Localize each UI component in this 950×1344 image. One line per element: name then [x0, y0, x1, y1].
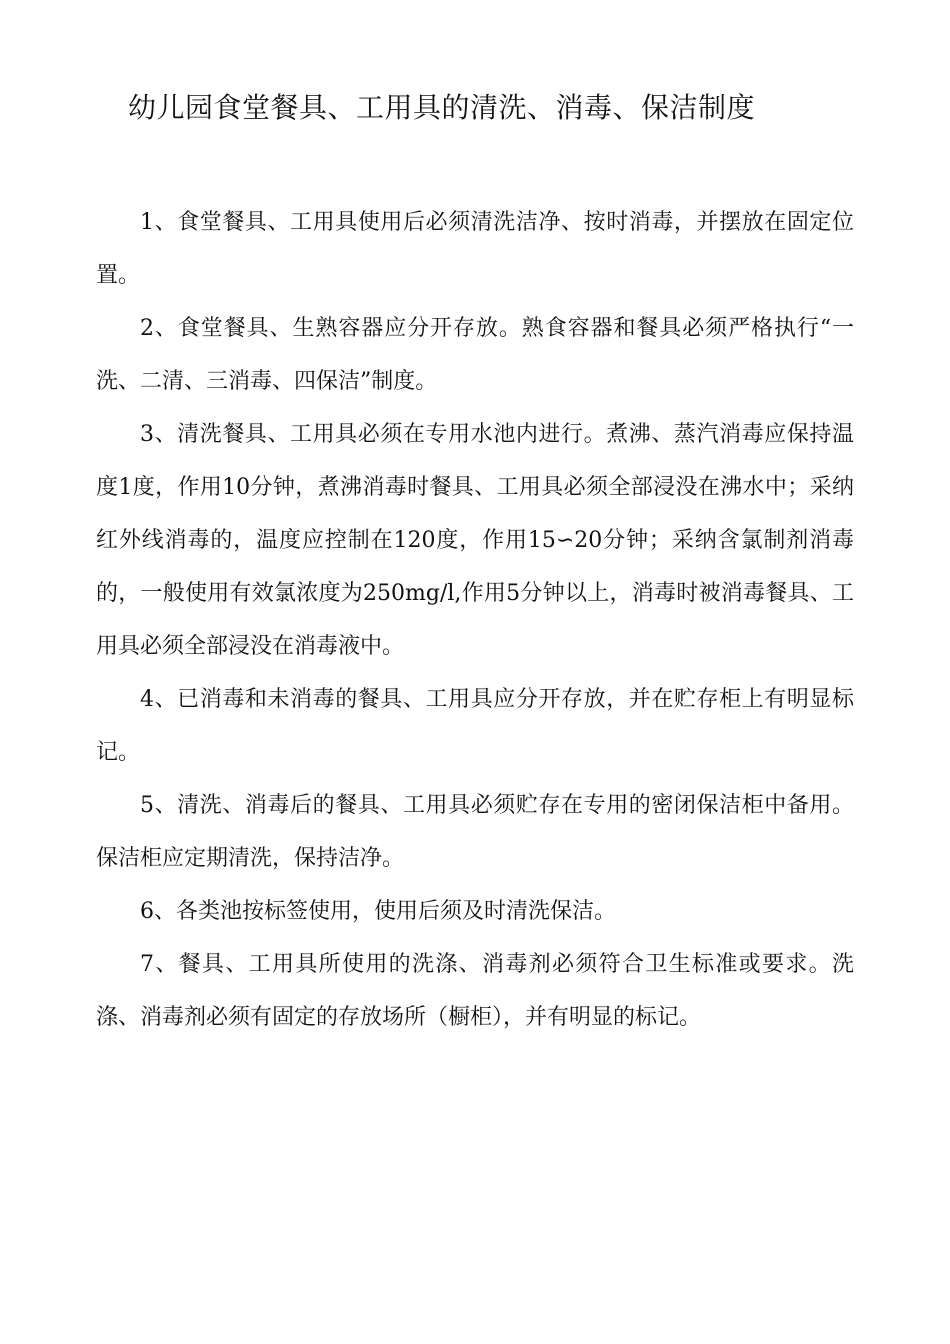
- document-title: 幼儿园食堂餐具、工用具的清洗、消毒、保洁制度: [128, 91, 756, 124]
- paragraph-2: 2、食堂餐具、生熟容器应分开存放。熟食容器和餐具必须严格执行“一洗、二清、三消毒、四保洁”制度。: [96, 316, 854, 394]
- paragraph-5: 5、清洗、消毒后的餐具、工用具必须贮存在专用的密闭保洁柜中备用。保洁柜应定期清洗，保持洁净。: [96, 793, 854, 871]
- paragraph-4: 4、已消毒和未消毒的餐具、工用具应分开存放，并在贮存柜上有明显标记。: [96, 687, 854, 765]
- paragraph-3: 3、清洗餐具、工用具必须在专用水池内进行。煮沸、蒸汽消毒应保持温度1度，作用10分钟，煮沸消毒时餐具、工用具必须全部浸没在沸水中；采纳红外线消毒的，温度应控制在120度，作用15∽20分钟；采纳含氯制剂消毒的，一般使用有效氯浓度为250mg/l,作用5分钟以上，消毒时被消毒餐具、工用具必须全部浸没在消毒液中。: [96, 422, 854, 659]
- paragraph-6: 6、各类池按标签使用，使用后须及时清洗保洁。: [140, 899, 616, 924]
- paragraph-1: 1、食堂餐具、工用具使用后必须清洗洁净、按时消毒，并摆放在固定位置。: [96, 210, 854, 288]
- paragraph-7: 7、餐具、工用具所使用的洗涤、消毒剂必须符合卫生标准或要求。洗涤、消毒剂必须有固定的存放场所（橱柜），并有明显的标记。: [96, 952, 854, 1030]
- document-body: [96, 196, 854, 1044]
